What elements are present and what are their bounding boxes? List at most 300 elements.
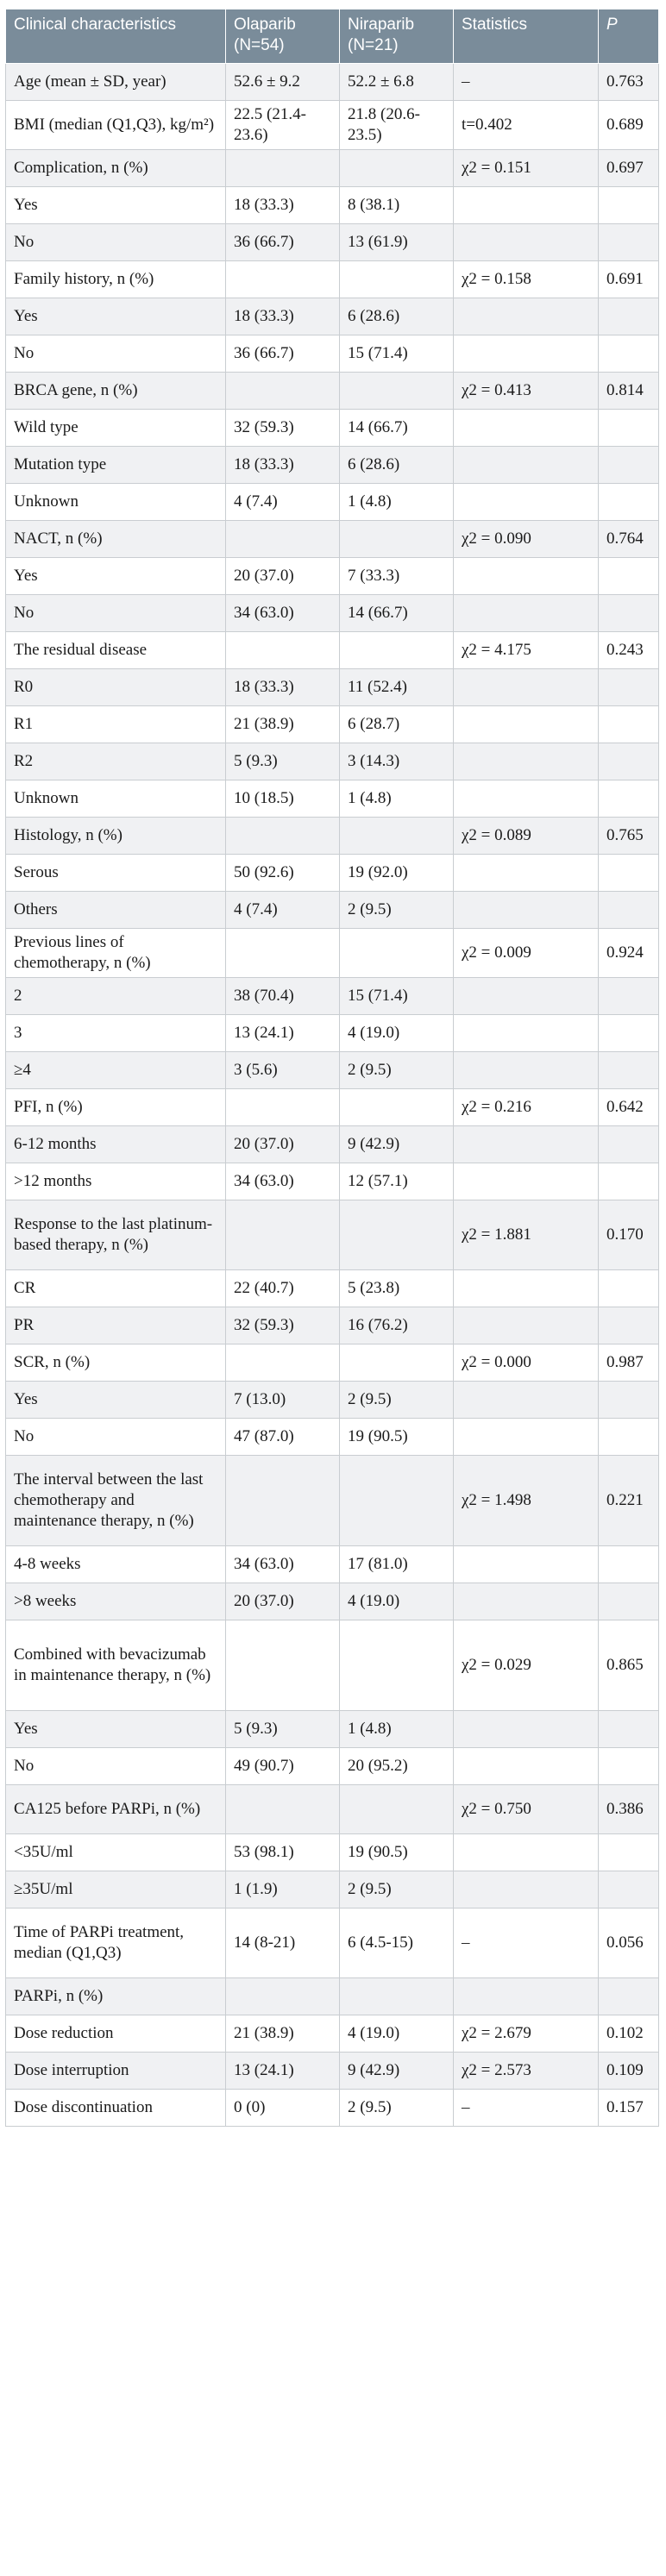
cell-niraparib: 1 (4.8) xyxy=(340,780,454,818)
table-row xyxy=(6,1456,659,1546)
cell-characteristic: PARPi, n (%) xyxy=(6,1978,226,2015)
cell-p-value xyxy=(599,447,659,484)
table-row xyxy=(6,64,659,101)
cell-statistics xyxy=(454,780,599,818)
cell-p-value: 0.865 xyxy=(599,1620,659,1711)
cell-niraparib: 7 (33.3) xyxy=(340,558,454,595)
cell-statistics xyxy=(454,1015,599,1052)
table-body xyxy=(6,64,659,2127)
cell-p-value: 0.243 xyxy=(599,632,659,669)
cell-characteristic: The interval between the last chemotherapy and maintenance therapy, n (%) xyxy=(6,1456,226,1546)
table-row xyxy=(6,558,659,595)
cell-olaparib: 7 (13.0) xyxy=(226,1382,340,1419)
cell-olaparib: 38 (70.4) xyxy=(226,978,340,1015)
cell-niraparib: 1 (4.8) xyxy=(340,1711,454,1748)
cell-niraparib: 4 (19.0) xyxy=(340,1583,454,1620)
cell-niraparib: 13 (61.9) xyxy=(340,224,454,261)
cell-niraparib: 2 (9.5) xyxy=(340,892,454,929)
cell-characteristic: >8 weeks xyxy=(6,1583,226,1620)
table-row xyxy=(6,484,659,521)
cell-niraparib: 6 (28.6) xyxy=(340,447,454,484)
cell-statistics: – xyxy=(454,1908,599,1978)
cell-p-value xyxy=(599,484,659,521)
cell-niraparib xyxy=(340,929,454,978)
cell-olaparib: 3 (5.6) xyxy=(226,1052,340,1089)
cell-olaparib xyxy=(226,1200,340,1270)
cell-niraparib: 2 (9.5) xyxy=(340,1871,454,1908)
cell-statistics xyxy=(454,298,599,335)
cell-p-value: 0.689 xyxy=(599,101,659,150)
cell-characteristic: Family history, n (%) xyxy=(6,261,226,298)
cell-olaparib: 21 (38.9) xyxy=(226,706,340,743)
cell-olaparib: 18 (33.3) xyxy=(226,187,340,224)
table-row xyxy=(6,1382,659,1419)
table-row xyxy=(6,1834,659,1871)
cell-niraparib: 4 (19.0) xyxy=(340,1015,454,1052)
cell-characteristic: R2 xyxy=(6,743,226,780)
table-row xyxy=(6,1748,659,1785)
cell-statistics xyxy=(454,1382,599,1419)
cell-niraparib: 20 (95.2) xyxy=(340,1748,454,1785)
cell-characteristic: BMI (median (Q1,Q3), kg/m²) xyxy=(6,101,226,150)
cell-characteristic: No xyxy=(6,224,226,261)
cell-olaparib: 22 (40.7) xyxy=(226,1270,340,1307)
cell-p-value: 0.764 xyxy=(599,521,659,558)
cell-statistics xyxy=(454,1978,599,2015)
table-header xyxy=(6,9,659,64)
cell-p-value xyxy=(599,855,659,892)
cell-statistics: χ2 = 0.216 xyxy=(454,1089,599,1126)
cell-characteristic: CR xyxy=(6,1270,226,1307)
table-row xyxy=(6,1200,659,1270)
cell-olaparib: 36 (66.7) xyxy=(226,335,340,373)
cell-statistics: χ2 = 2.573 xyxy=(454,2053,599,2090)
cell-characteristic: CA125 before PARPi, n (%) xyxy=(6,1785,226,1834)
cell-statistics xyxy=(454,706,599,743)
cell-statistics: χ2 = 4.175 xyxy=(454,632,599,669)
cell-niraparib: 5 (23.8) xyxy=(340,1270,454,1307)
table-row xyxy=(6,224,659,261)
cell-p-value xyxy=(599,1978,659,2015)
cell-niraparib: 6 (4.5-15) xyxy=(340,1908,454,1978)
cell-statistics xyxy=(454,558,599,595)
table-row xyxy=(6,978,659,1015)
cell-niraparib: 19 (90.5) xyxy=(340,1419,454,1456)
cell-niraparib: 19 (90.5) xyxy=(340,1834,454,1871)
cell-characteristic: Response to the last platinum-based therapy, n (%) xyxy=(6,1200,226,1270)
cell-statistics: χ2 = 0.000 xyxy=(454,1344,599,1382)
cell-olaparib: 13 (24.1) xyxy=(226,2053,340,2090)
cell-statistics xyxy=(454,1419,599,1456)
table-row xyxy=(6,2053,659,2090)
cell-niraparib: 1 (4.8) xyxy=(340,484,454,521)
cell-niraparib: 17 (81.0) xyxy=(340,1546,454,1583)
cell-characteristic: PR xyxy=(6,1307,226,1344)
cell-olaparib: 4 (7.4) xyxy=(226,484,340,521)
cell-statistics: χ2 = 0.750 xyxy=(454,1785,599,1834)
cell-p-value xyxy=(599,669,659,706)
cell-olaparib: 5 (9.3) xyxy=(226,743,340,780)
cell-characteristic: ≥35U/ml xyxy=(6,1871,226,1908)
cell-characteristic: Yes xyxy=(6,558,226,595)
cell-olaparib xyxy=(226,150,340,187)
cell-niraparib: 6 (28.7) xyxy=(340,706,454,743)
cell-niraparib xyxy=(340,1978,454,2015)
cell-characteristic: Yes xyxy=(6,187,226,224)
table-row xyxy=(6,1052,659,1089)
table-row xyxy=(6,1089,659,1126)
cell-niraparib: 6 (28.6) xyxy=(340,298,454,335)
cell-niraparib xyxy=(340,150,454,187)
table-row xyxy=(6,1307,659,1344)
cell-statistics xyxy=(454,1163,599,1200)
cell-olaparib xyxy=(226,1978,340,2015)
cell-olaparib: 18 (33.3) xyxy=(226,447,340,484)
cell-p-value xyxy=(599,892,659,929)
cell-olaparib: 20 (37.0) xyxy=(226,558,340,595)
header-niraparib: Niraparib (N=21) xyxy=(340,9,454,64)
table-row xyxy=(6,1871,659,1908)
cell-olaparib: 50 (92.6) xyxy=(226,855,340,892)
table-row xyxy=(6,632,659,669)
cell-characteristic: Complication, n (%) xyxy=(6,150,226,187)
cell-statistics xyxy=(454,224,599,261)
cell-p-value: 0.691 xyxy=(599,261,659,298)
cell-characteristic: No xyxy=(6,335,226,373)
cell-niraparib: 15 (71.4) xyxy=(340,335,454,373)
cell-olaparib xyxy=(226,521,340,558)
cell-characteristic: >12 months xyxy=(6,1163,226,1200)
cell-statistics: t=0.402 xyxy=(454,101,599,150)
cell-characteristic: Previous lines of chemotherapy, n (%) xyxy=(6,929,226,978)
cell-olaparib: 49 (90.7) xyxy=(226,1748,340,1785)
cell-statistics: χ2 = 1.881 xyxy=(454,1200,599,1270)
cell-characteristic: PFI, n (%) xyxy=(6,1089,226,1126)
cell-p-value xyxy=(599,1711,659,1748)
cell-statistics xyxy=(454,1126,599,1163)
cell-p-value xyxy=(599,187,659,224)
cell-olaparib: 4 (7.4) xyxy=(226,892,340,929)
table-row xyxy=(6,818,659,855)
cell-characteristic: Yes xyxy=(6,298,226,335)
cell-olaparib xyxy=(226,261,340,298)
cell-p-value xyxy=(599,1270,659,1307)
cell-niraparib: 14 (66.7) xyxy=(340,595,454,632)
cell-characteristic: Unknown xyxy=(6,780,226,818)
cell-statistics xyxy=(454,855,599,892)
table-row xyxy=(6,1546,659,1583)
cell-olaparib: 47 (87.0) xyxy=(226,1419,340,1456)
cell-olaparib: 14 (8-21) xyxy=(226,1908,340,1978)
cell-statistics xyxy=(454,1834,599,1871)
cell-p-value: 0.763 xyxy=(599,64,659,101)
cell-p-value xyxy=(599,1163,659,1200)
cell-characteristic: Others xyxy=(6,892,226,929)
cell-statistics: χ2 = 0.090 xyxy=(454,521,599,558)
cell-characteristic: Dose reduction xyxy=(6,2015,226,2053)
table-row xyxy=(6,929,659,978)
cell-niraparib: 2 (9.5) xyxy=(340,2090,454,2127)
cell-characteristic: R0 xyxy=(6,669,226,706)
cell-statistics xyxy=(454,1871,599,1908)
cell-niraparib: 52.2 ± 6.8 xyxy=(340,64,454,101)
cell-characteristic: Wild type xyxy=(6,410,226,447)
cell-niraparib xyxy=(340,373,454,410)
cell-statistics: χ2 = 0.009 xyxy=(454,929,599,978)
cell-niraparib: 4 (19.0) xyxy=(340,2015,454,2053)
cell-statistics xyxy=(454,335,599,373)
cell-p-value xyxy=(599,1307,659,1344)
cell-olaparib xyxy=(226,632,340,669)
header-p-value: P xyxy=(599,9,659,64)
table-row xyxy=(6,1419,659,1456)
table-row xyxy=(6,298,659,335)
table-row xyxy=(6,150,659,187)
cell-p-value: 0.987 xyxy=(599,1344,659,1382)
cell-olaparib: 10 (18.5) xyxy=(226,780,340,818)
cell-niraparib: 15 (71.4) xyxy=(340,978,454,1015)
cell-statistics: – xyxy=(454,2090,599,2127)
cell-statistics xyxy=(454,1546,599,1583)
cell-niraparib xyxy=(340,632,454,669)
cell-p-value: 0.642 xyxy=(599,1089,659,1126)
cell-characteristic: No xyxy=(6,1419,226,1456)
cell-niraparib: 2 (9.5) xyxy=(340,1052,454,1089)
cell-p-value: 0.157 xyxy=(599,2090,659,2127)
header-olaparib: Olaparib (N=54) xyxy=(226,9,340,64)
cell-statistics xyxy=(454,1583,599,1620)
cell-p-value xyxy=(599,1748,659,1785)
table-row xyxy=(6,1908,659,1978)
cell-p-value: 0.109 xyxy=(599,2053,659,2090)
table-row xyxy=(6,187,659,224)
header-statistics: Statistics xyxy=(454,9,599,64)
cell-characteristic: SCR, n (%) xyxy=(6,1344,226,1382)
cell-niraparib: 9 (42.9) xyxy=(340,2053,454,2090)
cell-statistics xyxy=(454,187,599,224)
cell-characteristic: 6-12 months xyxy=(6,1126,226,1163)
cell-p-value: 0.924 xyxy=(599,929,659,978)
cell-characteristic: Dose interruption xyxy=(6,2053,226,2090)
cell-p-value xyxy=(599,1382,659,1419)
cell-characteristic: Unknown xyxy=(6,484,226,521)
cell-statistics: χ2 = 0.029 xyxy=(454,1620,599,1711)
cell-characteristic: Serous xyxy=(6,855,226,892)
table-row xyxy=(6,706,659,743)
cell-p-value xyxy=(599,224,659,261)
table-row xyxy=(6,373,659,410)
cell-niraparib xyxy=(340,1456,454,1546)
cell-niraparib: 14 (66.7) xyxy=(340,410,454,447)
cell-olaparib: 20 (37.0) xyxy=(226,1583,340,1620)
cell-characteristic: No xyxy=(6,595,226,632)
cell-olaparib: 34 (63.0) xyxy=(226,595,340,632)
cell-niraparib: 16 (76.2) xyxy=(340,1307,454,1344)
cell-characteristic: NACT, n (%) xyxy=(6,521,226,558)
cell-olaparib xyxy=(226,373,340,410)
cell-olaparib xyxy=(226,818,340,855)
cell-olaparib: 21 (38.9) xyxy=(226,2015,340,2053)
cell-olaparib xyxy=(226,1089,340,1126)
cell-p-value xyxy=(599,1126,659,1163)
table-row xyxy=(6,2015,659,2053)
cell-characteristic: 2 xyxy=(6,978,226,1015)
cell-characteristic: R1 xyxy=(6,706,226,743)
cell-characteristic: No xyxy=(6,1748,226,1785)
cell-olaparib: 18 (33.3) xyxy=(226,669,340,706)
cell-niraparib: 19 (92.0) xyxy=(340,855,454,892)
cell-statistics xyxy=(454,1270,599,1307)
cell-olaparib: 20 (37.0) xyxy=(226,1126,340,1163)
cell-niraparib: 8 (38.1) xyxy=(340,187,454,224)
cell-p-value xyxy=(599,706,659,743)
cell-niraparib xyxy=(340,1344,454,1382)
cell-olaparib: 52.6 ± 9.2 xyxy=(226,64,340,101)
clinical-characteristics-table xyxy=(5,9,659,2127)
table-row xyxy=(6,595,659,632)
cell-p-value: 0.386 xyxy=(599,1785,659,1834)
table-row xyxy=(6,1163,659,1200)
cell-niraparib xyxy=(340,1620,454,1711)
cell-p-value: 0.221 xyxy=(599,1456,659,1546)
cell-statistics xyxy=(454,595,599,632)
table-row xyxy=(6,1583,659,1620)
cell-olaparib: 32 (59.3) xyxy=(226,410,340,447)
cell-niraparib: 12 (57.1) xyxy=(340,1163,454,1200)
cell-statistics: – xyxy=(454,64,599,101)
table-row xyxy=(6,855,659,892)
cell-statistics xyxy=(454,1748,599,1785)
table-row xyxy=(6,1270,659,1307)
cell-p-value: 0.056 xyxy=(599,1908,659,1978)
cell-niraparib: 3 (14.3) xyxy=(340,743,454,780)
cell-olaparib xyxy=(226,1456,340,1546)
table-row xyxy=(6,410,659,447)
cell-p-value xyxy=(599,1419,659,1456)
cell-niraparib xyxy=(340,818,454,855)
cell-statistics xyxy=(454,892,599,929)
cell-olaparib: 13 (24.1) xyxy=(226,1015,340,1052)
cell-p-value xyxy=(599,410,659,447)
table-row xyxy=(6,261,659,298)
cell-characteristic: ≥4 xyxy=(6,1052,226,1089)
cell-p-value: 0.697 xyxy=(599,150,659,187)
cell-olaparib: 34 (63.0) xyxy=(226,1163,340,1200)
cell-olaparib: 1 (1.9) xyxy=(226,1871,340,1908)
table-row xyxy=(6,2090,659,2127)
cell-statistics xyxy=(454,484,599,521)
cell-p-value xyxy=(599,595,659,632)
cell-niraparib: 9 (42.9) xyxy=(340,1126,454,1163)
cell-niraparib xyxy=(340,521,454,558)
table-row xyxy=(6,743,659,780)
table-row xyxy=(6,1978,659,2015)
table-row xyxy=(6,101,659,150)
cell-olaparib: 32 (59.3) xyxy=(226,1307,340,1344)
cell-characteristic: Mutation type xyxy=(6,447,226,484)
cell-statistics: χ2 = 0.158 xyxy=(454,261,599,298)
cell-characteristic: The residual disease xyxy=(6,632,226,669)
table-row xyxy=(6,335,659,373)
cell-p-value xyxy=(599,298,659,335)
cell-niraparib: 11 (52.4) xyxy=(340,669,454,706)
cell-characteristic: 3 xyxy=(6,1015,226,1052)
cell-olaparib: 22.5 (21.4-23.6) xyxy=(226,101,340,150)
cell-p-value xyxy=(599,1834,659,1871)
cell-olaparib xyxy=(226,1344,340,1382)
cell-olaparib: 0 (0) xyxy=(226,2090,340,2127)
cell-characteristic: Age (mean ± SD, year) xyxy=(6,64,226,101)
table-row xyxy=(6,1015,659,1052)
cell-characteristic: BRCA gene, n (%) xyxy=(6,373,226,410)
cell-olaparib xyxy=(226,1785,340,1834)
cell-p-value: 0.765 xyxy=(599,818,659,855)
table-row xyxy=(6,1711,659,1748)
table-row xyxy=(6,669,659,706)
cell-characteristic: Combined with bevacizumab in maintenance therapy, n (%) xyxy=(6,1620,226,1711)
cell-olaparib: 34 (63.0) xyxy=(226,1546,340,1583)
table-row xyxy=(6,892,659,929)
cell-p-value xyxy=(599,780,659,818)
cell-p-value xyxy=(599,978,659,1015)
cell-niraparib xyxy=(340,261,454,298)
cell-olaparib xyxy=(226,1620,340,1711)
cell-statistics xyxy=(454,743,599,780)
cell-statistics xyxy=(454,410,599,447)
cell-olaparib: 5 (9.3) xyxy=(226,1711,340,1748)
cell-characteristic: 4-8 weeks xyxy=(6,1546,226,1583)
cell-niraparib xyxy=(340,1200,454,1270)
cell-statistics: χ2 = 0.089 xyxy=(454,818,599,855)
cell-niraparib: 21.8 (20.6-23.5) xyxy=(340,101,454,150)
cell-characteristic: Yes xyxy=(6,1711,226,1748)
cell-p-value: 0.102 xyxy=(599,2015,659,2053)
cell-p-value: 0.170 xyxy=(599,1200,659,1270)
cell-characteristic: Dose discontinuation xyxy=(6,2090,226,2127)
cell-olaparib: 36 (66.7) xyxy=(226,224,340,261)
cell-niraparib xyxy=(340,1089,454,1126)
cell-olaparib: 18 (33.3) xyxy=(226,298,340,335)
table-row xyxy=(6,1344,659,1382)
cell-statistics xyxy=(454,1307,599,1344)
table-row xyxy=(6,1126,659,1163)
cell-statistics xyxy=(454,669,599,706)
cell-p-value: 0.814 xyxy=(599,373,659,410)
cell-statistics: χ2 = 0.151 xyxy=(454,150,599,187)
cell-niraparib xyxy=(340,1785,454,1834)
header-row xyxy=(6,9,659,64)
cell-statistics xyxy=(454,1711,599,1748)
table-row xyxy=(6,1620,659,1711)
cell-p-value xyxy=(599,1583,659,1620)
cell-statistics: χ2 = 1.498 xyxy=(454,1456,599,1546)
cell-olaparib xyxy=(226,929,340,978)
cell-p-value xyxy=(599,1871,659,1908)
cell-p-value xyxy=(599,1546,659,1583)
cell-statistics xyxy=(454,1052,599,1089)
cell-p-value xyxy=(599,558,659,595)
cell-characteristic: Histology, n (%) xyxy=(6,818,226,855)
cell-statistics xyxy=(454,978,599,1015)
cell-statistics: χ2 = 0.413 xyxy=(454,373,599,410)
cell-p-value xyxy=(599,1052,659,1089)
cell-p-value xyxy=(599,335,659,373)
cell-characteristic: Yes xyxy=(6,1382,226,1419)
table-row xyxy=(6,780,659,818)
cell-characteristic: Time of PARPi treatment, median (Q1,Q3) xyxy=(6,1908,226,1978)
cell-statistics xyxy=(454,447,599,484)
cell-statistics: χ2 = 2.679 xyxy=(454,2015,599,2053)
